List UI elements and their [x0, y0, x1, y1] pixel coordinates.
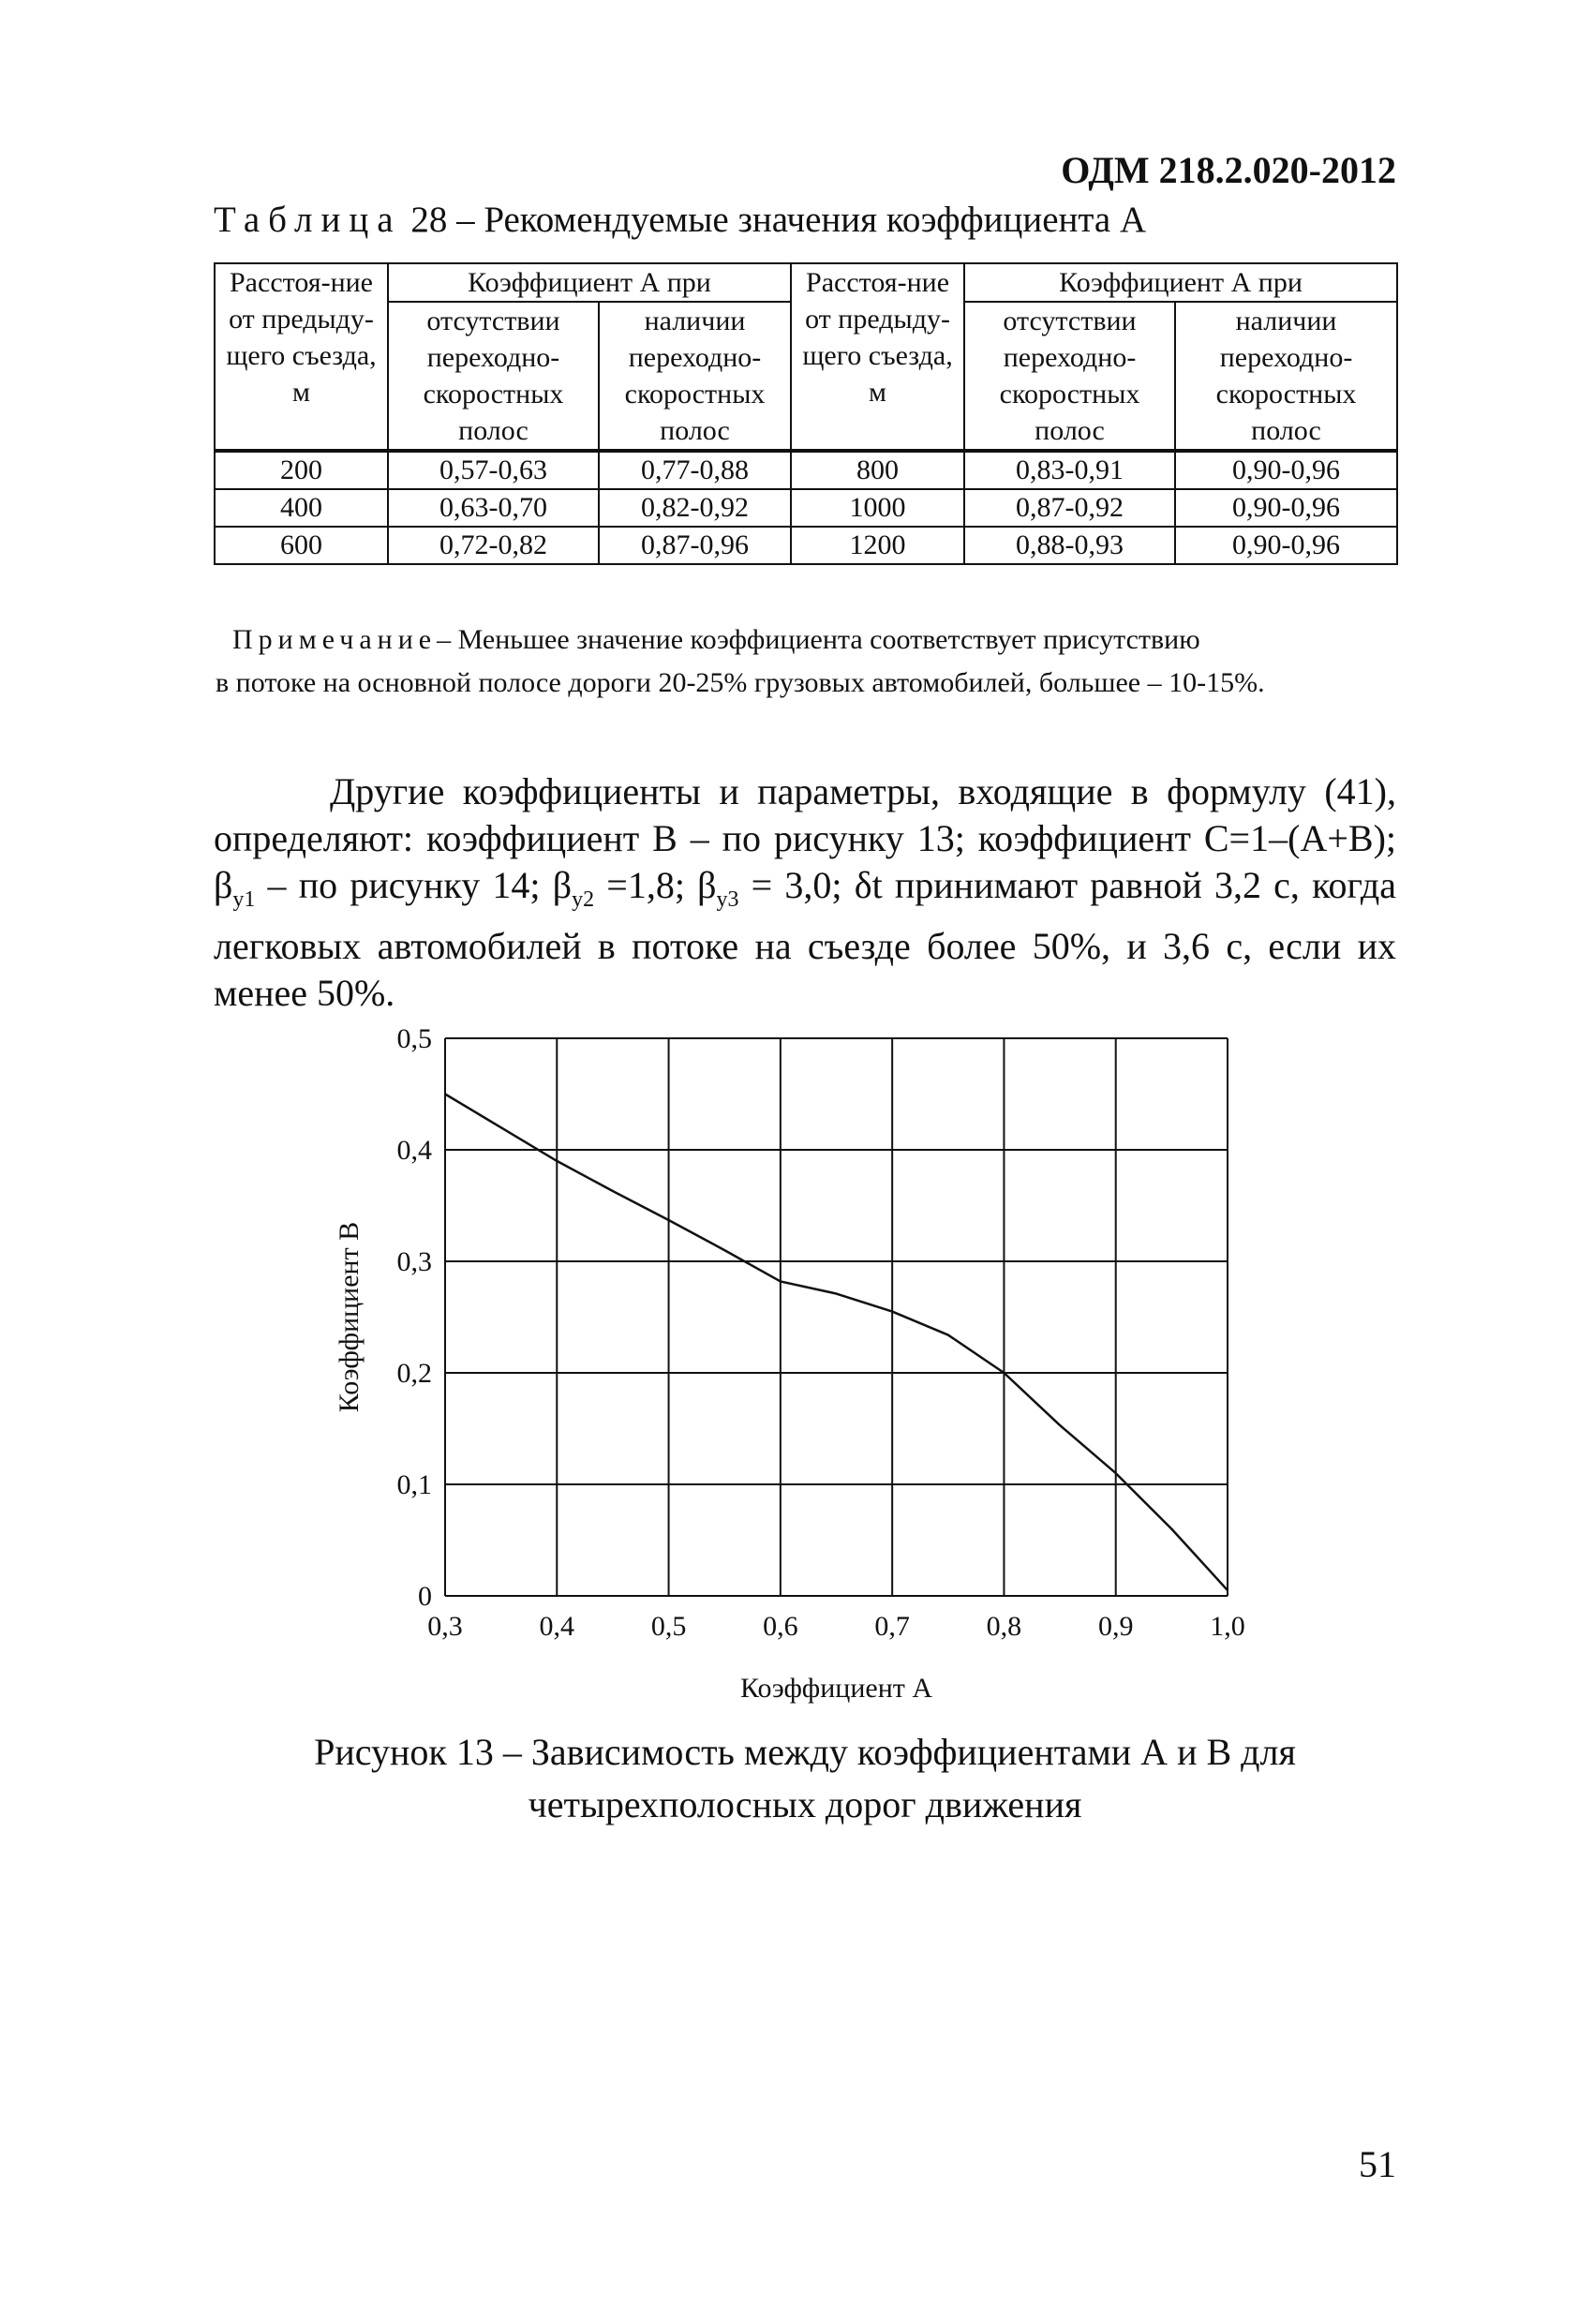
x-tick-label: 0,6: [763, 1611, 798, 1642]
table-cell: 0,72-0,82: [388, 527, 599, 564]
x-tick-label: 0,5: [650, 1611, 687, 1642]
note-label: Примечание: [232, 624, 438, 655]
header-absent: отсутствии переходно-скоростных полос: [388, 302, 599, 451]
y-tick-label: 0,5: [396, 1023, 432, 1054]
table-cell: 1000: [791, 489, 964, 527]
figure-caption-line-1: Рисунок 13 – Зависимость между коэффициентами А и В для: [314, 1731, 1296, 1773]
document-code: ОДМ 218.2.020-2012: [1061, 149, 1396, 191]
figure-caption-line-2: четырехполосных дорог движения: [528, 1783, 1082, 1825]
y-tick-label: 0,3: [396, 1246, 432, 1277]
y-tick-label: 0: [418, 1581, 432, 1612]
table-cell: 1200: [791, 527, 964, 564]
coefficient-table: [214, 262, 1398, 565]
beta-subscript: у1: [232, 887, 256, 912]
table-cell: 200: [215, 451, 388, 489]
chart-svg: [319, 1012, 1284, 1724]
beta-symbol: β: [697, 864, 717, 906]
beta-symbol: β: [214, 864, 233, 906]
x-tick-label: 0,4: [539, 1611, 575, 1642]
header-distance: Расстоя-ние от предыду-щего съезда, м: [791, 263, 964, 451]
table-note: [216, 618, 1396, 705]
x-tick-label: 0,7: [874, 1611, 910, 1642]
note-line-2: в потоке на основной полосе дороги 20-25% грузовых автомобилей, большее – 10-15%.: [216, 667, 1265, 698]
header-present: наличии переходно-скоростных полос: [599, 302, 791, 451]
note-line-1: – Меньшее значение коэффициента соответствует присутствию: [437, 624, 1200, 655]
header-coef-group: Коэффициент А при: [388, 263, 791, 302]
table-cell: 0,90-0,96: [1175, 451, 1397, 489]
figure-caption: [214, 1726, 1396, 1831]
figure-13-chart: [319, 1012, 1284, 1724]
header-distance: Расстоя-ние от предыду-щего съезда, м: [215, 263, 388, 451]
table-cell: 0,57-0,63: [388, 451, 599, 489]
table-row: [215, 527, 1397, 564]
table-cell: 0,87-0,96: [599, 527, 791, 564]
table-cell: 600: [215, 527, 388, 564]
table-caption: [214, 199, 1146, 241]
y-axis-label: Коэффициент В: [334, 1221, 365, 1413]
table-cell: 800: [791, 451, 964, 489]
x-axis-label: Коэффициент А: [739, 1673, 933, 1704]
x-tick-label: 1,0: [1210, 1611, 1245, 1642]
page-number: 51: [1359, 2143, 1396, 2185]
x-tick-label: 0,9: [1097, 1611, 1134, 1642]
body-paragraph: [214, 768, 1396, 1017]
beta-subscript: у2: [572, 887, 595, 912]
paragraph-text: – по рисунку 14;: [255, 864, 553, 906]
table-cell: 0,83-0,91: [964, 451, 1175, 489]
table-cell: 0,90-0,96: [1175, 527, 1397, 564]
series-line: [445, 1095, 1228, 1591]
x-tick-label: 0,3: [427, 1611, 463, 1642]
table-cell: 400: [215, 489, 388, 527]
paragraph-text: =1,8;: [594, 864, 698, 906]
table-cell: 0,77-0,88: [599, 451, 791, 489]
y-tick-label: 0,4: [396, 1135, 432, 1166]
beta-symbol: β: [552, 864, 573, 906]
x-tick-label: 0,8: [986, 1611, 1022, 1642]
table-cell: 0,82-0,92: [599, 489, 791, 527]
paragraph-text: Другие коэффициенты и параметры, входящие в формулу (41), определяют: коэффициент В – по рисунку 13; коэффициент С=1–(А+В);: [214, 770, 1396, 859]
table-cell: 0,90-0,96: [1175, 489, 1397, 527]
header-absent: отсутствии переходно-скоростных полос: [964, 302, 1175, 451]
beta-subscript: у3: [716, 887, 739, 912]
table-caption-label: Таблица: [214, 200, 402, 240]
table-caption-text: 28 – Рекомендуемые значения коэффициента А: [401, 200, 1147, 240]
header-present: наличии переходно-скоростных полос: [1175, 302, 1397, 451]
table-cell: 0,87-0,92: [964, 489, 1175, 527]
table-row: [215, 489, 1397, 527]
table-cell: 0,63-0,70: [388, 489, 599, 527]
header-coef-group: Коэффициент А при: [964, 263, 1397, 302]
y-tick-label: 0,1: [396, 1469, 432, 1500]
table-cell: 0,88-0,93: [964, 527, 1175, 564]
paragraph-text: = 3,0; δt принимают равной 3,2 с, когда легковых автомобилей в потоке на съезде более 50%, и 3,6 с, если их менее 50%.: [214, 864, 1396, 1014]
y-tick-label: 0,2: [396, 1358, 432, 1389]
table-row: [215, 451, 1397, 489]
